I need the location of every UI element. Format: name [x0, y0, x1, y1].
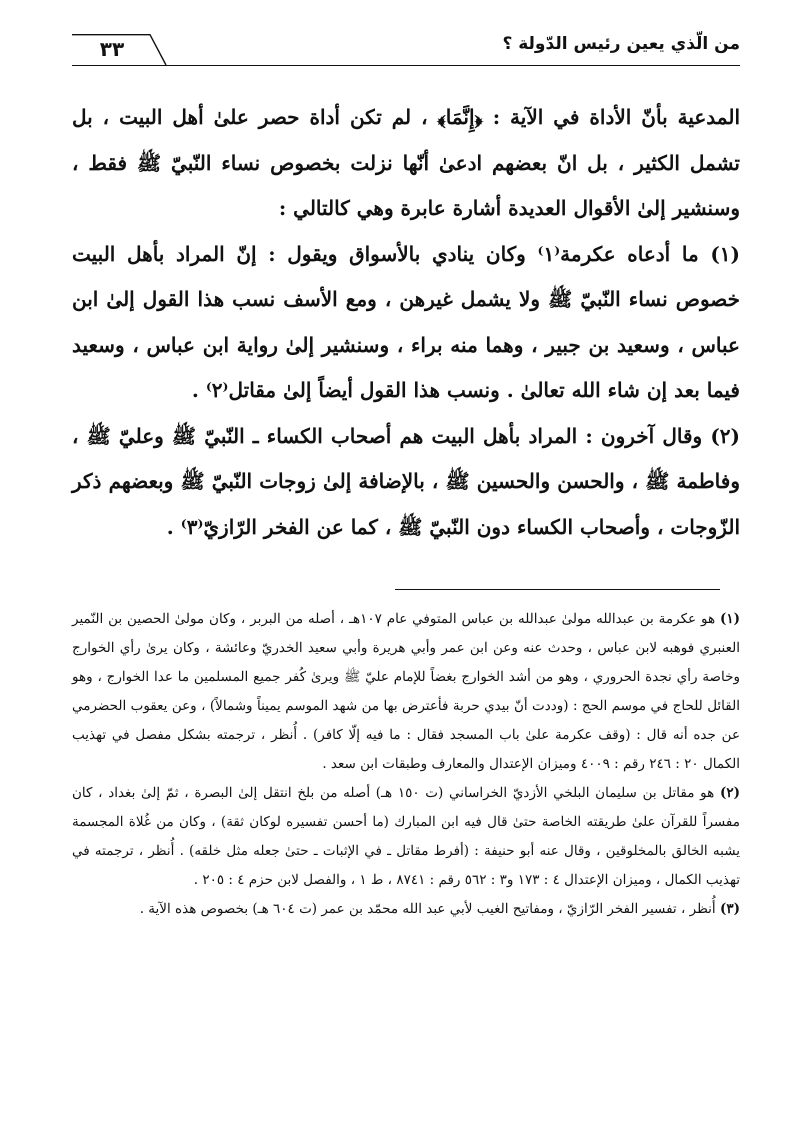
footnote [72, 895, 740, 924]
footnote [72, 605, 740, 779]
page-number: ٣٣ [99, 37, 125, 61]
paragraph: (٢) وقال آخرون : المراد بأهل البيت هم أصحاب الكساء ـ النّبيّ ﷺ وعليّ ﷺ ، وفاطمة ﷺ ، والحسن والحسين ﷺ ، بالإضافة إلىٰ زوجات النّبيّ ﷺ وبعضهم ذكر الزّوجات ، وأصحاب الكساء دون النّبيّ ﷺ ، كما عن الفخر الرّازيّ⁽٣⁾ . [72, 423, 740, 539]
footnote-number: (٢) [719, 785, 740, 801]
header-rule [72, 65, 740, 66]
running-title: من الّذي يعين رئيس الدّولة ؟ [502, 34, 740, 54]
footnote-text: هو مقاتل بن سليمان البلخي الأزديّ الخراساني (ت ١٥٠ هـ) أصله من بلخ انتقل إلىٰ البصرة ، ثمّ إلىٰ بغداد ، كان مفسراً للقرآن علىٰ طريقته الخاصة حتىٰ قال فيه ابن المبارك (ما أحسن تفسيره لوكان ثقة) ، وكان من غُلاة المجسمة يشبه الخالق بالمخلوقين ، وقال عنه أبو حنيفة : (أفرط مقاتل ـ في الإثبات ـ حتىٰ جعله مثل خلقه) . أُنظر ، ترجمته في تهذيب الكمال ، وميزان الإعتدال ٤ : ١٧٣ و٣ : ٥٦٢ رقم : ٨٧٤١ ، ط ١ ، والفصل لابن حزم ٤ : ٢٠٥ . [72, 785, 740, 888]
footnote [72, 779, 740, 895]
paragraph: (١) ما أدعاه عكرمة⁽١⁾ وكان ينادي بالأسواق ويقول : إنّ المراد بأهل البيت خصوص نساء النّبيّ ﷺ ولا يشمل غيرهن ، ومع الأسف نسب هذا القول إلىٰ ابن عباس ، وسعيد بن جبير ، وهما منه براء ، وسنشير إلىٰ رواية ابن عباس ، وسعيد فيما بعد إن شاء الله تعالىٰ . ونسب هذا القول أيضاً إلىٰ مقاتل⁽٢⁾ . [72, 241, 740, 402]
footnote-number: (٣) [719, 901, 740, 917]
page-number-tab [72, 34, 167, 65]
footnote-divider [395, 589, 720, 590]
page-header [72, 30, 740, 70]
footnotes [72, 605, 740, 924]
paragraph: المدعية بأنّ الأداة في الآية : ﴿إِنَّمَا﴾ ، لم تكن أداة حصر علىٰ أهل البيت ، بل تشمل الكثير ، بل انّ بعضهم ادعىٰ أنّها نزلت بخصوص نساء النّبيّ ﷺ فقط ، وسنشير إلىٰ الأقوال العديدة أشارة عابرة وهي كالتالي : [72, 105, 740, 220]
footnote-number: (١) [719, 611, 740, 627]
footnote-text: أُنظر ، تفسير الفخر الرّازيّ ، ومفاتيح الغيب لأبي عبد الله محمّد بن عمر (ت ٦٠٤ هـ) بخصوص هذه الآية . [139, 901, 716, 917]
footnote-text: هو عكرمة بن عبدالله مولىٰ عبدالله بن عباس المتوفي عام ١٠٧هـ ، أصله من البربر ، وكان مولىٰ الحصين بن النّمير العنبري فوهبه لابن عباس ، وحدث عنه وعن ابن عمر وأبي هريرة وأبي سعيد الخدريّ وعائشة ، وكان يرىٰ رأي الخوارج وخاصة رأي نجدة الحروري ، وهو من أشد الخوارج بغضاً للإمام عليّ ﷺ ويرىٰ كُفر جميع المسلمين ما عدا الخوارج ، وهو القائل للحاج في موسم الحج : (وددت أنّ بيدي حربة فأعترض بها من شهد الموسم يميناً وشمالاً) ، وعن يعقوب الحضرمي عن جده أنه قال : (وقف عكرمة علىٰ باب المسجد فقال : ما فيه إلّا كافر) . أُنظر ، ترجمته بشكل مفصل في تهذيب الكمال ٢٠ : ٢٤٦ رقم : ٤٠٠٩ وميزان الإعتدال والمعارف وطبقات ابن سعد . [72, 611, 740, 772]
main-text [72, 95, 740, 550]
